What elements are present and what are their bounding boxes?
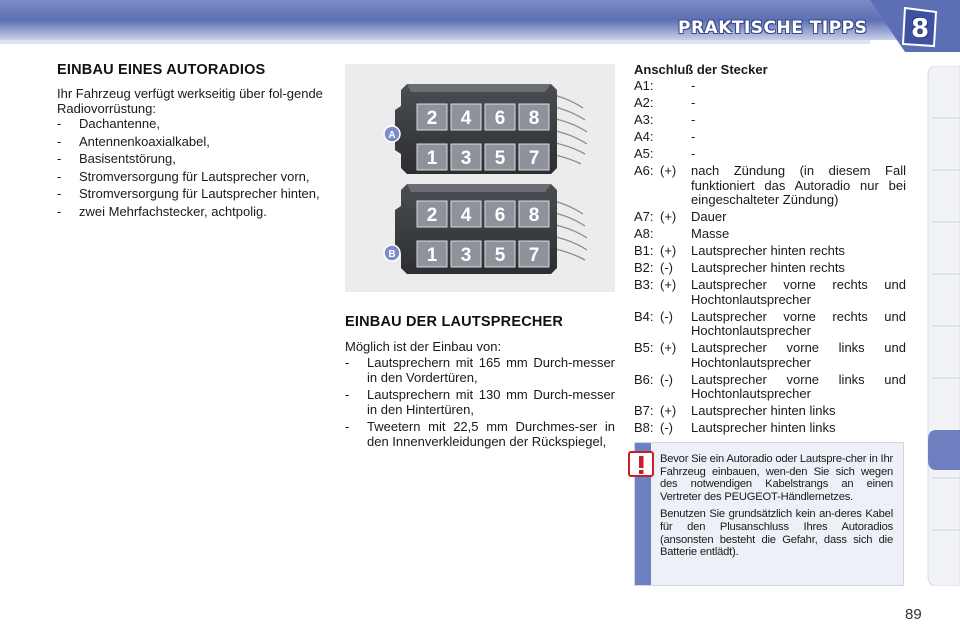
radio-intro: Ihr Fahrzeug verfügt werkseitig über fol-gende Radiovorrüstung:	[57, 86, 323, 116]
pin-description: Lautsprecher hinten rechts	[691, 260, 845, 275]
radio-prewiring-list	[57, 117, 327, 222]
pin-row	[634, 113, 906, 128]
pin-row	[634, 96, 906, 111]
pin-number: 6	[494, 205, 506, 226]
warning-paragraph: Benutzen Sie grundsätzlich kein an-deres Kabel für den Plusanschluss Ihres Autoradios (ansonsten besteht die Gefahr, dass sich die Batterie entlädt).	[660, 508, 893, 559]
pin-row	[634, 404, 906, 419]
list-item: - Lautsprechern mit 130 mm Durch-messer in den Hintertüren,	[345, 388, 615, 417]
pin-description: Lautsprecher hinten links	[691, 403, 836, 418]
pin-number: 7	[528, 245, 540, 266]
pin-polarity	[660, 113, 691, 128]
pin-id: B4:	[634, 308, 654, 324]
pin-description: Masse	[691, 226, 730, 241]
list-item: - Antennenkoaxialkabel,	[57, 135, 327, 150]
pin-description: Lautsprecher vorne links und Hochtonlautsprecher	[691, 371, 906, 401]
pin-number: 5	[494, 148, 506, 169]
pin-polarity: (-)	[660, 308, 673, 324]
pin-number: 8	[528, 205, 540, 226]
pin-number: 7	[528, 148, 540, 169]
pin-description: -	[691, 112, 696, 127]
list-item: - Lautsprechern mit 165 mm Durch-messer in den Vordertüren,	[345, 356, 615, 385]
pin-row	[634, 164, 906, 208]
pin-polarity: (-)	[660, 371, 673, 387]
exclamation-warning-icon	[626, 449, 656, 479]
pin-row	[634, 227, 906, 242]
warning-paragraph: Bevor Sie ein Autoradio oder Lautspre-cher in Ihr Fahrzeug einbauen, wen-den Sie sich wegen des notwendigen Kabelstrangs an einen Vertreter des PEUGEOT-Händlernetzes.	[660, 453, 893, 503]
heading-speaker-install: EINBAU DER LAUTSPRECHER	[345, 314, 564, 330]
warning-text	[660, 453, 893, 564]
pin-number: 1	[426, 245, 438, 266]
pin-description: -	[691, 95, 696, 110]
list-item: - Basisentstörung,	[57, 152, 327, 167]
list-item: - zwei Mehrfachstecker, achtpolig.	[57, 205, 327, 220]
pin-number: 4	[460, 108, 472, 129]
pin-id: A1:	[634, 78, 654, 93]
speaker-options-list	[345, 356, 615, 452]
pin-id: A4:	[634, 129, 654, 144]
pin-id: A7:	[634, 209, 654, 224]
pin-row	[634, 79, 906, 94]
warning-box	[634, 442, 904, 586]
pin-id: B1:	[634, 243, 654, 258]
heading-radio-install: EINBAU EINES AUTORADIOS	[57, 62, 266, 78]
pin-row	[634, 341, 906, 370]
pin-row	[634, 421, 906, 436]
connector-illustration	[345, 64, 615, 292]
pin-polarity: (-)	[660, 420, 673, 435]
pin-number: 1	[426, 148, 438, 169]
pin-description: Dauer	[691, 209, 727, 224]
pin-assignment-title: Anschluß der Stecker	[634, 62, 768, 77]
list-item: - Stromversorgung für Lautsprecher hinten,	[57, 187, 327, 202]
pin-polarity: (+)	[660, 403, 677, 418]
pin-polarity	[660, 130, 691, 145]
list-item: - Stromversorgung für Lautsprecher vorn,	[57, 170, 327, 185]
pin-row	[634, 373, 906, 402]
pin-row	[634, 278, 906, 307]
pin-number: 3	[460, 148, 472, 169]
pin-description: -	[691, 129, 696, 144]
pin-polarity: (+)	[660, 340, 677, 355]
pin-id: A5:	[634, 146, 654, 161]
pin-row	[634, 244, 906, 259]
connector-figure	[345, 64, 615, 292]
pin-number: 2	[426, 108, 438, 129]
pin-number: 6	[494, 108, 506, 129]
pin-id: A2:	[634, 95, 654, 110]
pin-description: Lautsprecher hinten links	[691, 420, 836, 435]
pin-polarity	[660, 79, 691, 94]
pin-id: B2:	[634, 260, 654, 275]
pin-assignment-rows	[634, 79, 906, 436]
chapter-number: 8	[910, 14, 930, 44]
pin-polarity: (+)	[660, 163, 677, 178]
page-number: 89	[905, 606, 922, 623]
pin-polarity	[660, 227, 691, 242]
pin-number: 5	[494, 245, 506, 266]
pin-polarity: (+)	[660, 243, 677, 258]
section-title: PRAKTISCHE TIPPS	[678, 18, 868, 38]
pin-number: 3	[460, 245, 472, 266]
pin-polarity: (+)	[660, 277, 677, 292]
pin-polarity: (+)	[660, 209, 677, 224]
pin-description: nach Zündung (in diesem Fall funktioniert das Autoradio nur bei eingeschalteter Zündung)	[691, 163, 906, 207]
pin-id: B6:	[634, 371, 654, 387]
pin-description: Lautsprecher vorne links und Hochtonlautsprecher	[691, 340, 906, 370]
list-item: - Tweetern mit 22,5 mm Durchmes-ser in den Innenverkleidungen der Rückspiegel,	[345, 420, 615, 449]
pin-row	[634, 210, 906, 225]
pin-polarity	[660, 96, 691, 111]
pin-row	[634, 261, 906, 276]
pin-number: 4	[460, 205, 472, 226]
pin-row	[634, 310, 906, 339]
pin-assignment	[634, 62, 906, 438]
pin-description: Lautsprecher vorne rechts und Hochtonlautsprecher	[691, 277, 906, 307]
pin-description: -	[691, 146, 696, 161]
pin-id: A6:	[634, 163, 654, 178]
speaker-intro: Möglich ist der Einbau von:	[345, 339, 502, 354]
pin-id: A8:	[634, 226, 654, 241]
pin-id: B7:	[634, 403, 654, 418]
connector-b-label: B	[388, 249, 396, 260]
connector-a-label: A	[388, 130, 396, 141]
pin-polarity	[660, 147, 691, 162]
pin-number: 8	[528, 108, 540, 129]
pin-description: Lautsprecher hinten rechts	[691, 243, 845, 258]
pin-row	[634, 147, 906, 162]
pin-number: 2	[426, 205, 438, 226]
pin-polarity: (-)	[660, 260, 673, 275]
pin-description: -	[691, 78, 696, 93]
pin-id: B3:	[634, 277, 654, 292]
pin-row	[634, 130, 906, 145]
list-item: - Dachantenne,	[57, 117, 327, 132]
pin-id: A3:	[634, 112, 654, 127]
pin-id: B5:	[634, 340, 654, 355]
chapter-tabs	[926, 66, 960, 586]
pin-description: Lautsprecher vorne rechts und Hochtonlautsprecher	[691, 308, 906, 338]
page-header	[0, 0, 960, 52]
pin-id: B8:	[634, 420, 654, 435]
